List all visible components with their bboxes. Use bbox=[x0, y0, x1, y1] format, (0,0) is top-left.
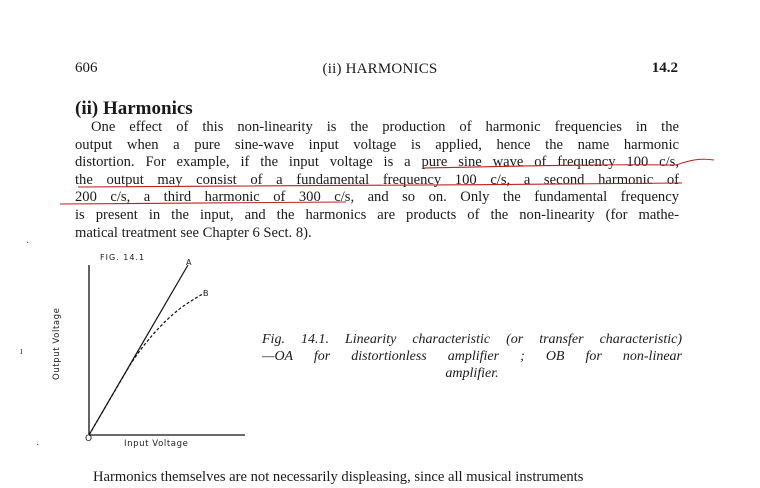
point-b-label: B bbox=[203, 289, 209, 298]
figure-caption bbox=[262, 331, 682, 382]
underline-stroke-3 bbox=[60, 202, 346, 204]
scan-speck: · bbox=[26, 238, 30, 249]
origin-label: O bbox=[85, 434, 93, 444]
next-paragraph-text: Harmonics themselves are not necessarily displeasing, since all musical instruments bbox=[93, 469, 584, 485]
scan-speck: · bbox=[36, 440, 40, 451]
underline-stroke-1 bbox=[424, 159, 714, 168]
scan-speck: ı bbox=[20, 346, 23, 357]
x-axis-label: Input Voltage bbox=[124, 439, 189, 449]
paragraph-line: the output may consist of a fundamental frequency 100 c/s, a second harmonic of bbox=[75, 171, 679, 188]
section-number: 14.2 bbox=[651, 60, 678, 76]
point-a-label: A bbox=[186, 258, 192, 267]
section-title: (ii) Harmonics bbox=[75, 98, 193, 119]
line-oa bbox=[89, 265, 188, 435]
page-number: 606 bbox=[75, 60, 98, 76]
figure-label: FIG. 14.1 bbox=[100, 253, 146, 262]
underline-stroke-2 bbox=[78, 183, 682, 187]
paragraph-line: One effect of this non-linearity is the production of harmonic frequencies in the bbox=[91, 119, 679, 135]
y-axis-label: Output Voltage bbox=[52, 307, 62, 380]
paragraph-line: is present in the input, and the harmonics are products of the non-linearity (for mathe- bbox=[75, 206, 679, 223]
paragraph-line: distortion. For example, if the input voltage is a pure sine wave of frequency 100 c/s, bbox=[75, 154, 679, 171]
figure-plot bbox=[70, 255, 270, 455]
paragraph-line: output when a pure sine-wave input voltage is applied, hence the name harmonic bbox=[75, 136, 679, 153]
curve-ob bbox=[89, 293, 204, 435]
caption-line: Fig. 14.1. Linearity characteristic (or transfer characteristic) bbox=[262, 332, 682, 347]
running-title: (ii) HARMONICS bbox=[322, 61, 438, 77]
caption-line: amplifier. bbox=[445, 366, 499, 381]
caption-line: —OA for distortionless amplifier ; OB for non-linear bbox=[262, 349, 682, 364]
paragraph-line: 200 c/s, a third harmonic of 300 c/s, and so on. Only the fundamental frequency bbox=[75, 189, 679, 206]
paragraph-line: matical treatment see Chapter 6 Sect. 8). bbox=[75, 224, 312, 241]
